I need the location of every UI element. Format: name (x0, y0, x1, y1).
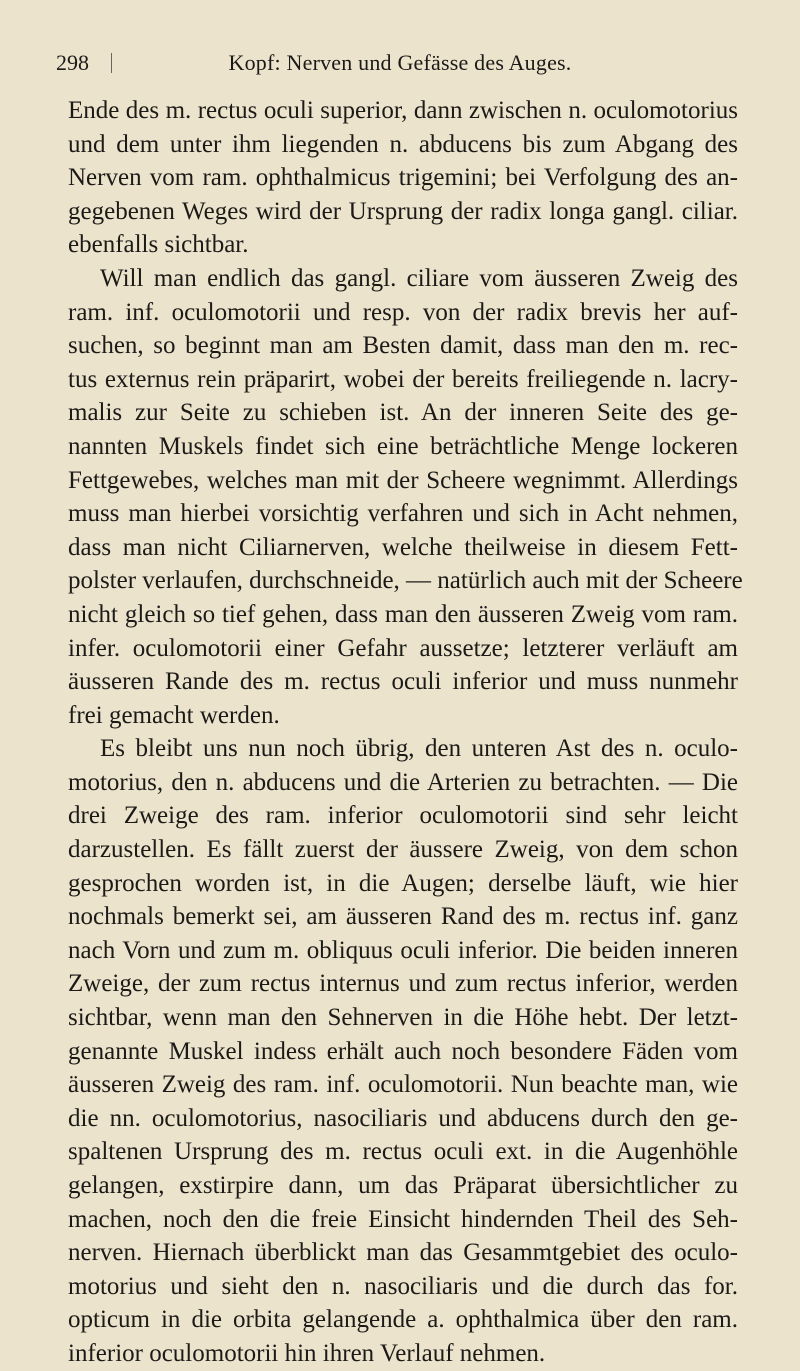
text-line: dass man nicht Ciliarnerven, welche theilweise in diesem Fett- (68, 533, 738, 561)
text-line: äusseren Zweig des ram. inf. oculomotorii. Nun beachte man, wie (68, 1071, 738, 1099)
text-line: spaltenen Ursprung des m. rectus oculi ext. in die Augenhöhle (68, 1138, 738, 1166)
text-line: nochmals bemerkt sei, am äusseren Rand des m. rectus inf. ganz (68, 903, 738, 931)
text-line: darzustellen. Es fällt zuerst der äussere Zweig, von dem schon (68, 836, 738, 864)
text-line: die nn. oculomotorius, nasociliaris und abducens durch den ge- (68, 1104, 738, 1132)
text-line: ebenfalls sichtbar. (68, 231, 249, 259)
text-line: nerven. Hiernach überblickt man das Gesammtgebiet des oculo- (68, 1239, 738, 1267)
text-line: tus externus rein präparirt, wobei der bereits freiliegende n. lacry- (68, 365, 738, 393)
text-line: genannte Muskel indess erhält auch noch besondere Fäden vom (68, 1037, 738, 1065)
text-line: frei gemacht werden. (68, 701, 280, 729)
text-line: nannten Muskels findet sich eine beträchtliche Menge lockeren (68, 432, 738, 460)
text-line: gegebenen Weges wird der Ursprung der radix longa gangl. ciliar. (68, 197, 738, 225)
running-head (56, 48, 744, 78)
text-line: malis zur Seite zu schieben ist. An der inneren Seite des ge- (68, 399, 738, 427)
text-line: suchen, so beginnt man am Besten damit, dass man den m. rec- (68, 332, 738, 360)
text-line: Ende des m. rectus oculi superior, dann zwischen n. oculomotorius (68, 97, 738, 124)
text-line: inferior oculomotorii hin ihren Verlauf nehmen. (68, 1339, 546, 1367)
text-line: Will man endlich das gangl. ciliare vom äusseren Zweig des (100, 264, 738, 292)
text-line: äusseren Rande des m. rectus oculi inferior und muss nunmehr (68, 668, 738, 696)
text-line: opticum in die orbita gelangende a. ophthalmica über den ram. (68, 1306, 738, 1334)
text-line: muss man hierbei vorsichtig verfahren und sich in Acht nehmen, (68, 500, 738, 528)
text-line: polster verlaufen, durchschneide, — natürlich auch mit der Scheere (68, 567, 743, 595)
text-line: nach Vorn und zum m. obliquus oculi inferior. Die beiden inneren (68, 936, 738, 964)
page-number: 298 (56, 50, 89, 75)
text-line: Es bleibt uns nun noch übrig, den unteren Ast des n. oculo- (100, 735, 738, 763)
body-text (68, 94, 743, 1371)
text-line: gesprochen worden ist, in die Augen; derselbe läuft, wie hier (68, 869, 738, 897)
text-line: infer. oculomotorii einer Gefahr aussetze; letzterer verläuft am (68, 634, 738, 662)
text-line: Nerven vom ram. ophthalmicus trigemini; bei Verfolgung des an- (68, 164, 738, 192)
text-line: motorius und sieht den n. nasociliaris und die durch das for. (68, 1272, 738, 1300)
text-line: nicht gleich so tief gehen, dass man den äusseren Zweig vom ram. (68, 600, 738, 628)
text-line: ram. inf. oculomotorii und resp. von der radix brevis her auf- (68, 298, 738, 326)
text-line: sichtbar, wenn man den Sehnerven in die Höhe hebt. Der letzt- (68, 1004, 738, 1032)
text-line: gelangen, exstirpire dann, um das Präparat übersichtlicher zu (68, 1172, 738, 1199)
text-line: Zweige, der zum rectus internus und zum rectus inferior, werden (68, 970, 738, 998)
text-line: machen, noch den die freie Einsicht hindernden Theil des Seh- (68, 1205, 738, 1233)
text-line: drei Zweige des ram. inferior oculomotorii sind sehr leicht (68, 802, 738, 830)
text-line: Fettgewebes, welches man mit der Scheere wegnimmt. Allerdings (68, 466, 738, 494)
text-line: motorius, den n. abducens und die Arterien zu betrachten. — Die (68, 768, 738, 796)
running-title: Kopf: Nerven und Gefässe des Auges. (228, 50, 572, 75)
text-line: und dem unter ihm liegenden n. abducens bis zum Abgang des (68, 130, 738, 158)
